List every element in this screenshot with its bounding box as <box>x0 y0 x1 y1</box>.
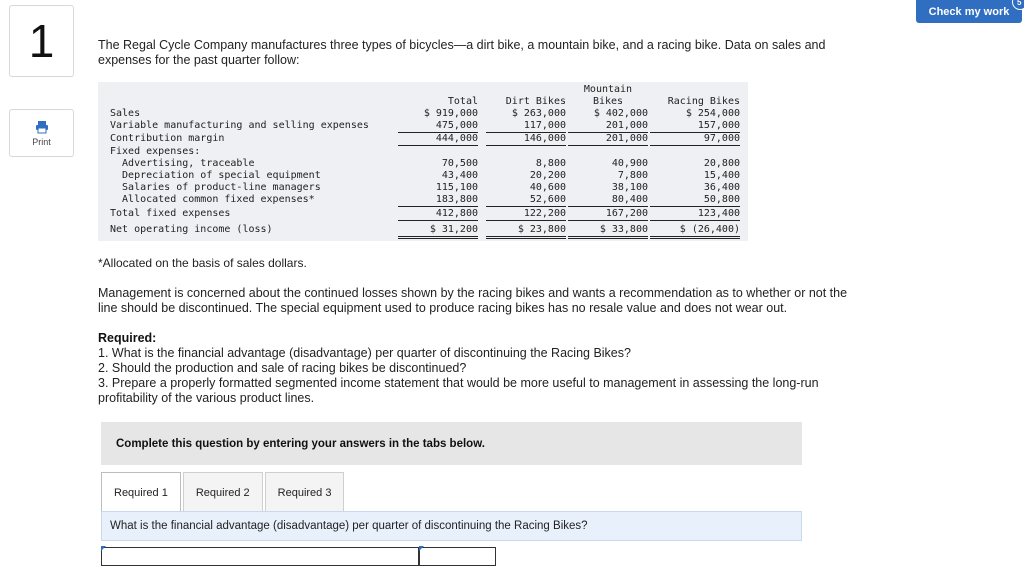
cell: 7,800 <box>617 170 648 181</box>
row-label: Salaries of product-line managers <box>110 182 321 193</box>
input-marker-icon <box>101 546 106 551</box>
cell: 444,000 <box>398 133 478 146</box>
required-title: Required: <box>98 331 157 345</box>
required-item-1: 1. What is the financial advantage (disadvantage) per quarter of discontinuing the Racing Bikes? <box>98 346 631 360</box>
cell: 201,000 <box>568 120 648 133</box>
answer-label-input[interactable] <box>101 547 419 566</box>
row-label: Depreciation of special equipment <box>110 170 321 181</box>
answer-row <box>101 546 496 565</box>
cell: $ (26,400) <box>650 224 740 239</box>
question-number: 1 <box>9 5 74 77</box>
required-item-2: 2. Should the production and sale of racing bikes be discontinued? <box>98 361 467 375</box>
problem-intro: The Regal Cycle Company manufactures three types of bicycles—a dirt bike, a mountain bike, and a racing bike. Data on sales and expenses for the past quarter follow: <box>98 38 826 67</box>
instructions-banner: Complete this question by entering your answers in the tabs below. <box>101 422 802 465</box>
row-label: Advertising, traceable <box>110 158 255 169</box>
row-label: Total fixed expenses <box>110 208 231 219</box>
row-label: Contribution margin <box>110 133 225 144</box>
sales-expense-table <box>98 82 748 241</box>
cell: 183,800 <box>398 194 478 207</box>
header-total: Total <box>447 96 478 107</box>
cell: 123,400 <box>650 208 740 221</box>
cell: $ 31,200 <box>398 224 478 239</box>
cell: $ 33,800 <box>568 224 648 239</box>
cell: $ 919,000 <box>423 108 478 119</box>
row-label: Fixed expenses: <box>110 146 201 157</box>
cell: 20,800 <box>703 158 740 169</box>
print-button[interactable] <box>9 109 74 157</box>
cell: 38,100 <box>611 182 648 193</box>
cell: 146,000 <box>486 133 566 146</box>
header-mountain-2: Bikes <box>592 96 624 107</box>
table-row <box>98 158 748 170</box>
cell: 167,200 <box>568 208 648 221</box>
cell: 40,900 <box>611 158 648 169</box>
tab-required-3[interactable]: Required 3 <box>265 472 345 512</box>
question-prompt: What is the financial advantage (disadvantage) per quarter of discontinuing the Racing Bikes? <box>101 511 802 541</box>
cell: 115,100 <box>435 182 478 193</box>
required-list <box>98 346 868 406</box>
cell: $ 23,800 <box>486 224 566 239</box>
header-racing-bikes: Racing Bikes <box>667 96 740 107</box>
table-row <box>98 208 748 220</box>
table-row <box>98 133 748 145</box>
cell: $ 402,000 <box>593 108 648 119</box>
table-row <box>98 120 748 132</box>
table-row <box>98 182 748 194</box>
answer-amount-input[interactable] <box>419 547 496 566</box>
cell: 40,600 <box>529 182 566 193</box>
footnote: *Allocated on the basis of sales dollars. <box>98 256 307 270</box>
cell: $ 263,000 <box>511 108 566 119</box>
cell: $ 254,000 <box>685 108 740 119</box>
cell: 80,400 <box>568 194 648 207</box>
cell: 20,200 <box>529 170 566 181</box>
table-row <box>98 194 748 206</box>
cell: 157,000 <box>650 120 740 133</box>
cell: 475,000 <box>398 120 478 133</box>
required-item-3: 3. Prepare a properly formatted segmented income statement that would be more useful to management in assessing the long-run profitability of the various product lines. <box>98 376 819 405</box>
cell: 97,000 <box>650 133 740 146</box>
header-dirt-bikes: Dirt Bikes <box>505 96 566 107</box>
cell: 70,500 <box>441 158 478 169</box>
management-paragraph: Management is concerned about the continued losses shown by the racing bikes and wants a recommendation as to whether or not the line should be discontinued. The special equipment used to produce racing bikes has no resale value and does not wear out. <box>98 286 848 315</box>
cell: 122,200 <box>486 208 566 221</box>
row-label: Net operating income (loss) <box>110 224 273 235</box>
cell: 52,600 <box>486 194 566 207</box>
header-mountain-1: Mountain <box>583 84 633 95</box>
table-row <box>98 108 748 120</box>
printer-icon <box>35 120 49 134</box>
cell: 50,800 <box>650 194 740 207</box>
row-label: Allocated common fixed expenses* <box>110 194 315 205</box>
cell: 201,000 <box>568 133 648 146</box>
table-row <box>98 146 748 158</box>
row-label: Variable manufacturing and selling expenses <box>110 120 369 131</box>
input-marker-icon <box>419 546 424 551</box>
required-tabs <box>101 472 346 512</box>
tab-required-1[interactable]: Required 1 <box>101 472 181 512</box>
table-row <box>98 170 748 182</box>
attempts-badge: 5 <box>1012 0 1024 10</box>
cell: 43,400 <box>441 170 478 181</box>
cell: 36,400 <box>703 182 740 193</box>
print-label: Print <box>32 136 51 147</box>
cell: 412,800 <box>398 208 478 221</box>
cell: 117,000 <box>486 120 566 133</box>
check-my-work-button[interactable]: Check my work <box>916 0 1022 23</box>
cell: 8,800 <box>535 158 566 169</box>
table-row <box>98 224 748 236</box>
tab-required-2[interactable]: Required 2 <box>183 472 263 512</box>
row-label: Sales <box>110 108 141 119</box>
cell: 15,400 <box>703 170 740 181</box>
